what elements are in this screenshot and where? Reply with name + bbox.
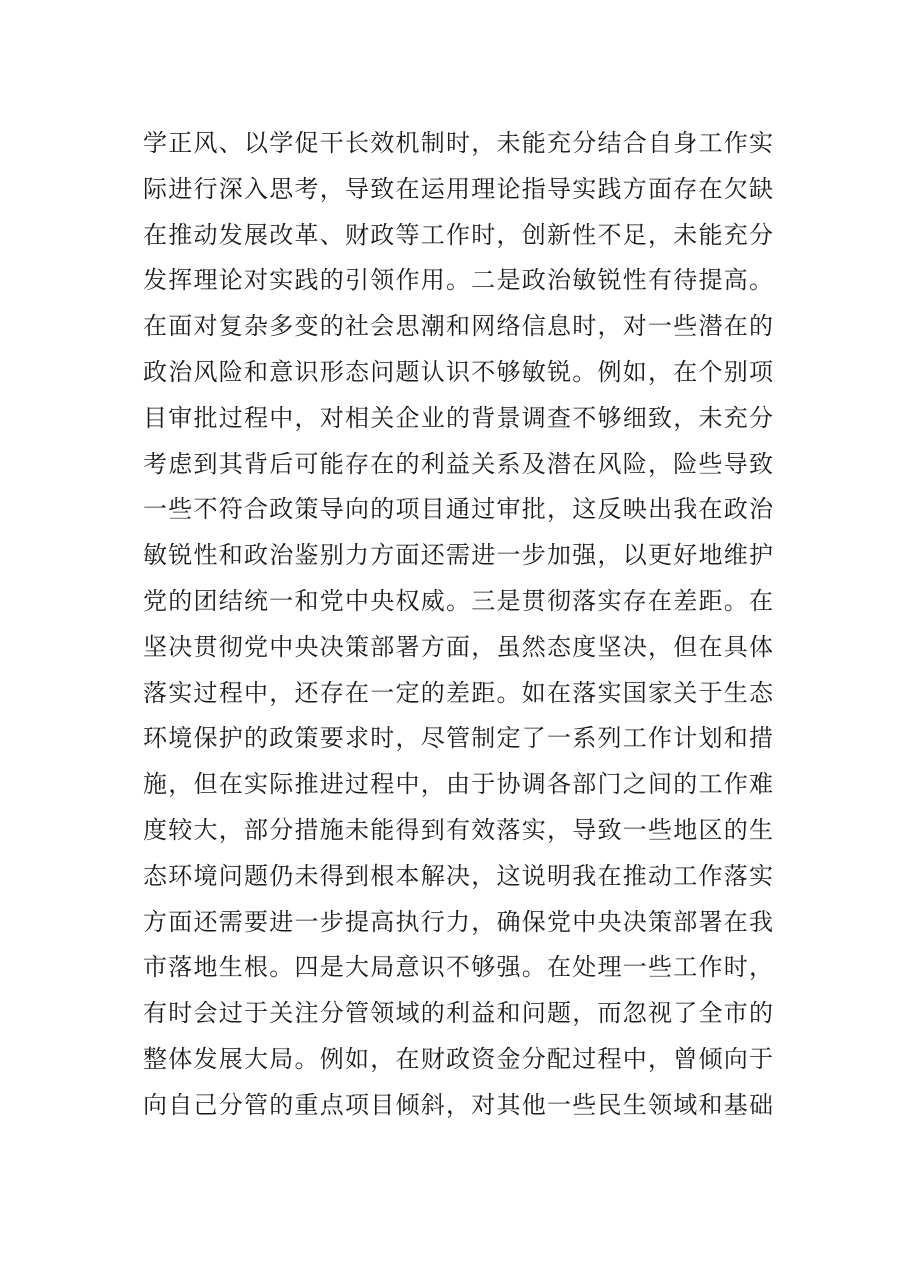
text-line: 方面还需要进一步提高执行力，确保党中央决策部署在我 xyxy=(143,907,773,936)
text-line: 敏锐性和政治鉴别力方面还需进一步加强，以更好地维护 xyxy=(143,541,773,570)
text-line: 度较大，部分措施未能得到有效落实，导致一些地区的生 xyxy=(143,815,773,844)
text-line: 在面对复杂多变的社会思潮和网络信息时，对一些潜在的 xyxy=(143,312,773,341)
text-line: 市落地生根。四是大局意识不够强。在处理一些工作时， xyxy=(143,953,773,982)
text-line: 施，但在实际推进过程中，由于协调各部门之间的工作难 xyxy=(143,770,773,799)
text-line: 际进行深入思考，导致在运用理论指导实践方面存在欠缺 xyxy=(143,174,773,203)
text-line: 党的团结统一和党中央权威。三是贯彻落实存在差距。在 xyxy=(143,586,773,615)
text-line: 政治风险和意识形态问题认识不够敏锐。例如，在个别项 xyxy=(143,357,773,386)
text-line: 发挥理论对实践的引领作用。二是政治敏锐性有待提高。 xyxy=(143,266,773,295)
text-line: 态环境问题仍未得到根本解决，这说明我在推动工作落实 xyxy=(143,861,773,890)
text-line: 学正风、以学促干长效机制时，未能充分结合自身工作实 xyxy=(143,129,773,157)
text-line: 一些不符合政策导向的项目通过审批，这反映出我在政治 xyxy=(143,495,773,524)
text-line: 向自己分管的重点项目倾斜，对其他一些民生领域和基础 xyxy=(143,1090,773,1119)
text-line: 环境保护的政策要求时，尽管制定了一系列工作计划和措 xyxy=(143,724,773,753)
body-text xyxy=(143,121,773,1129)
text-line: 落实过程中，还存在一定的差距。如在落实国家关于生态 xyxy=(143,678,773,707)
text-line: 目审批过程中，对相关企业的背景调查不够细致，未充分 xyxy=(143,403,773,432)
text-line: 整体发展大局。例如，在财政资金分配过程中，曾倾向于 xyxy=(143,1044,773,1073)
text-line: 有时会过于关注分管领域的利益和问题，而忽视了全市的 xyxy=(143,999,773,1028)
text-line: 考虑到其背后可能存在的利益关系及潜在风险，险些导致 xyxy=(143,449,773,478)
text-line: 在推动发展改革、财政等工作时，创新性不足，未能充分 xyxy=(143,220,773,249)
text-line: 坚决贯彻党中央决策部署方面，虽然态度坚决，但在具体 xyxy=(143,632,773,661)
